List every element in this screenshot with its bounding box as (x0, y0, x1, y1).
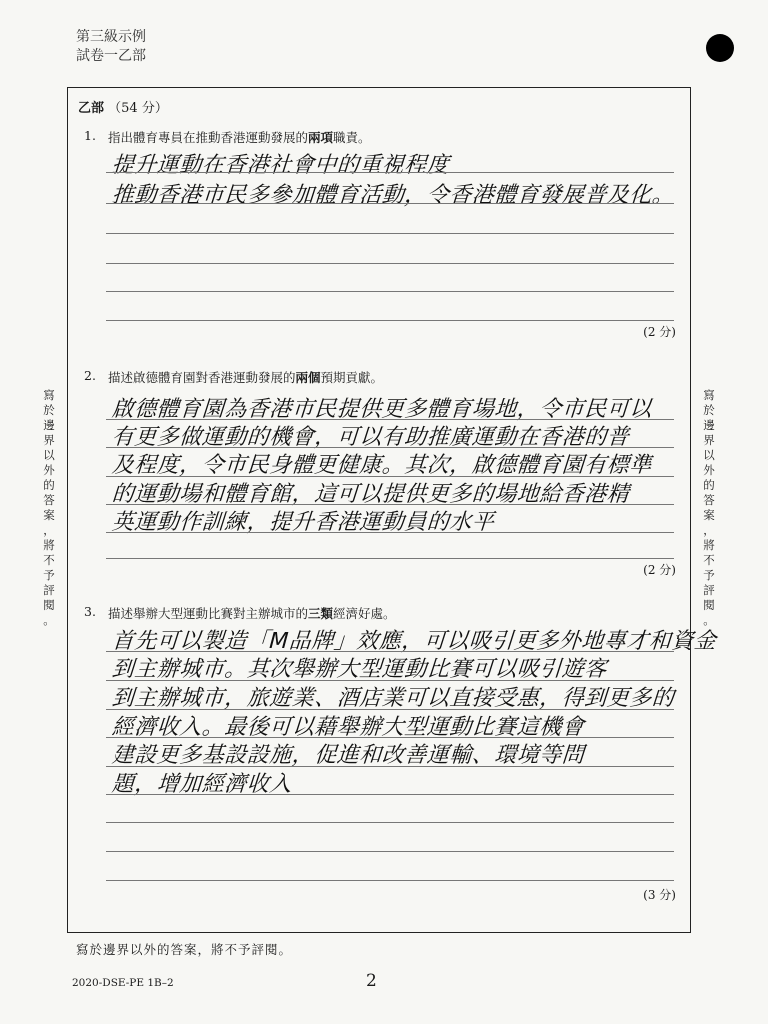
margin-note-char: 案 (703, 508, 715, 522)
question-1-prompt: 指出體育專員在推動香港運動發展的 (108, 130, 309, 145)
margin-note-char: 不 (43, 553, 55, 567)
margin-note-char: 答 (43, 493, 55, 507)
margin-note-char: 。 (43, 613, 55, 627)
question-3-marks: (3 分) (643, 888, 676, 902)
margin-note-char: 。 (703, 613, 715, 627)
section-name: 乙部 (78, 101, 105, 116)
answer-rule (106, 822, 674, 823)
section-marks: （54 分） (108, 101, 168, 116)
question-3-text (108, 604, 396, 622)
question-2-prompt-end: 預期貢獻。 (320, 370, 384, 385)
question-2-number: 2. (84, 368, 96, 383)
question-3-answer-line-6: 題，增加經濟收入 (110, 772, 293, 797)
question-3-emphasis: 三類 (308, 606, 334, 621)
question-1-number: 1. (84, 128, 96, 143)
margin-note-char: 寫 (43, 388, 55, 402)
question-2-emphasis: 兩個 (295, 370, 321, 385)
question-3-answer-line-1: 首先可以製造「M品牌」效應，可以吸引更多外地專才和資金 (110, 629, 718, 654)
answer-rule (106, 532, 674, 533)
question-1-prompt-end: 職責。 (333, 130, 371, 145)
answer-rule (106, 233, 674, 234)
question-1-answer-line-2: 推動香港市民多參加體育活動，令香港體育發展普及化。 (110, 183, 676, 208)
margin-note-char: 以 (43, 448, 55, 462)
margin-note-char: 不 (703, 553, 715, 567)
question-2-answer-line-2: 有更多做運動的機會，可以有助推廣運動在香港的普 (110, 425, 631, 450)
question-3-prompt: 描述舉辦大型運動比賽對主辦城市的 (108, 606, 309, 621)
margin-note-char: 閱 (43, 598, 55, 612)
answer-rule (106, 558, 674, 559)
answer-rule (106, 419, 674, 420)
answer-rule (106, 203, 674, 204)
question-1-answer-line-1: 提升運動在香港社會中的重視程度 (110, 153, 451, 178)
margin-note-char: 案 (43, 508, 55, 522)
margin-note-char: 外 (43, 463, 55, 477)
question-3-answer-line-3: 到主辦城市，旅遊業、酒店業可以直接受惠，得到更多的 (110, 686, 676, 711)
answer-rule (106, 651, 674, 652)
margin-note-char: 寫 (703, 388, 715, 402)
margin-note-char: ， (703, 523, 715, 537)
question-1-text (108, 128, 371, 146)
answer-rule (106, 794, 674, 795)
question-2-text (108, 368, 383, 386)
answer-rule (106, 709, 674, 710)
margin-note-char: 評 (43, 583, 55, 597)
margin-note-char: 答 (703, 493, 715, 507)
question-2-marks: (2 分) (643, 563, 676, 577)
page-number: 2 (366, 971, 377, 991)
margin-note-char: 的 (43, 478, 55, 492)
question-1-emphasis: 兩項 (308, 130, 334, 145)
answer-rule (106, 291, 674, 292)
margin-note-char: 予 (703, 568, 715, 582)
margin-note-char: 以 (703, 448, 715, 462)
margin-note-char: 評 (703, 583, 715, 597)
answer-rule (106, 766, 674, 767)
question-3-answer-line-5: 建設更多基設設施，促進和改善運輸、環境等問 (110, 743, 586, 768)
margin-note-char: 將 (703, 538, 715, 552)
margin-note-char: 予 (43, 568, 55, 582)
margin-note-char: 邊 (703, 418, 715, 432)
answer-rule (106, 476, 674, 477)
question-3-prompt-end: 經濟好處。 (333, 606, 396, 621)
registration-dot (706, 34, 734, 62)
right-margin-note (700, 388, 718, 628)
margin-note-char: 界 (703, 433, 715, 447)
margin-note-char: ， (43, 523, 55, 537)
question-1-marks: (2 分) (643, 325, 676, 339)
header-paper: 試卷一乙部 (76, 48, 146, 64)
margin-note-char: 界 (43, 433, 55, 447)
margin-note-char: 閱 (703, 598, 715, 612)
question-2-answer-line-4: 的運動場和體育館，這可以提供更多的場地給香港精 (110, 482, 631, 507)
question-3-answer-line-4: 經濟收入。最後可以藉舉辦大型運動比賽這機會 (110, 715, 586, 740)
margin-note-char: 的 (703, 478, 715, 492)
answer-rule (106, 172, 674, 173)
margin-note-char: 外 (703, 463, 715, 477)
answer-rule (106, 320, 674, 321)
question-2-answer-line-5: 英運動作訓練，提升香港運動員的水平 (110, 510, 496, 535)
margin-note-char: 於 (703, 403, 715, 417)
answer-rule (106, 737, 674, 738)
answer-rule (106, 851, 674, 852)
question-2-prompt: 描述啟德體育園對香港運動發展的 (108, 370, 296, 385)
margin-note-char: 邊 (43, 418, 55, 432)
header-level: 第三級示例 (76, 29, 146, 45)
footer-note: 寫於邊界以外的答案，將不予評閱。 (76, 942, 293, 957)
section-title (78, 97, 168, 116)
paper-code: 2020-DSE-PE 1B–2 (72, 977, 174, 989)
answer-rule (106, 880, 674, 881)
page-header (76, 28, 146, 66)
left-margin-note (40, 388, 58, 628)
question-3-number: 3. (84, 604, 96, 619)
question-2-answer-line-3: 及程度，令市民身體更健康。其次，啟德體育園有標準 (110, 453, 653, 478)
answer-rule (106, 504, 674, 505)
answer-rule (106, 447, 674, 448)
answer-rule (106, 680, 674, 681)
margin-note-char: 於 (43, 403, 55, 417)
question-2-answer-line-1: 啟德體育園為香港市民提供更多體育場地，令市民可以 (110, 397, 653, 422)
margin-note-char: 將 (43, 538, 55, 552)
answer-rule (106, 263, 674, 264)
question-3-answer-line-2: 到主辦城市。其次舉辦大型運動比賽可以吸引遊客 (110, 657, 608, 682)
